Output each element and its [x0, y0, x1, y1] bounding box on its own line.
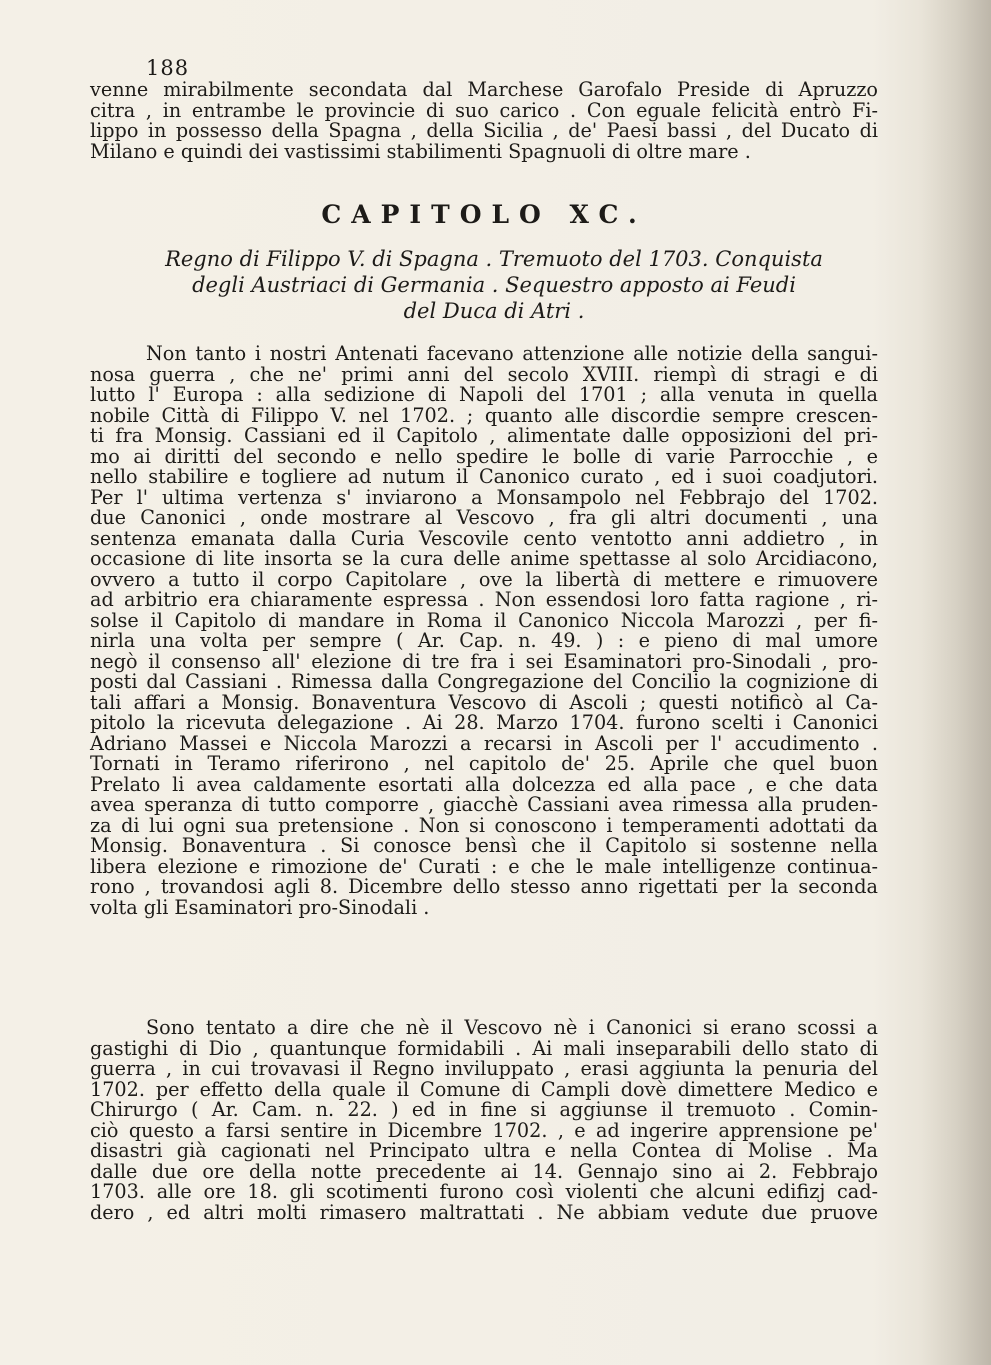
text-line: dalle due ore della notte precedente ai 14. Gennajo sino ai 2. Febbrajo	[90, 1159, 878, 1183]
text-line: Prelato li avea caldamente esortati alla dolcezza ed alla pace , e che data	[90, 772, 878, 796]
text-line: 1703. alle ore 18. gli scotimenti furono così violenti che alcuni edifizj cad-	[90, 1180, 878, 1203]
text-line: nobile Città di Filippo V. nel 1702. ; quanto alle discordie sempre crescen-	[90, 403, 878, 427]
text-line: tali affari a Monsig. Bonaventura Vescovo di Ascoli ; questi notificò al Ca-	[90, 690, 878, 714]
text-line: due Canonici , onde mostrare al Vescovo , fra gli altri documenti , una	[90, 506, 878, 529]
text-line: posti dal Cassiani . Rimessa dalla Congregazione del Concilio la cognizione di	[90, 670, 878, 693]
text-line: za di lui ogni sua pretensione . Non si conoscono i temperamenti adottati da	[90, 813, 878, 837]
text-line: 1702. per effetto della quale il Comune di Campli dovè dimettere Medico e	[90, 1077, 878, 1101]
chapter-title: CAPITOLO XC.	[321, 200, 647, 229]
text-line: lippo in possesso della Spagna , della Sicilia , de' Paesi bassi , del Ducato di	[90, 119, 878, 142]
paragraph-1	[90, 344, 878, 918]
text-line: ti fra Monsig. Cassiani ed il Capitolo , alimentate dalle opposizioni del pri-	[90, 424, 878, 447]
text-line: Sono tentato a dire che nè il Vescovo nè i Canonici si erano scossi a	[146, 1016, 878, 1039]
text-line: avea speranza di tutto comporre , giacchè Cassiani avea rimessa alla pruden-	[90, 793, 878, 816]
text-line: ciò questo a farsi sentire in Dicembre 1702. , e ad ingerire apprensione pe'	[90, 1118, 878, 1142]
text-line: ovvero a tutto il corpo Capitolare , ove la libertà di mettere e rimuovere	[90, 567, 878, 591]
subtitle-line: Regno di Filippo V. di Spagna . Tremuoto del 1703. Conquista	[165, 247, 823, 271]
text-line: sentenza emanata dalla Curia Vescovile cento ventotto anni addietro , in	[90, 526, 878, 550]
text-line: guerra , in cui trovavasi il Regno inviluppato , erasi aggiunta la penuria del	[90, 1057, 878, 1080]
text-line: Monsig. Bonaventura . Si conosce bensì che il Capitolo si sostenne nella	[90, 834, 878, 857]
text-line: Chirurgo ( Ar. Cam. n. 22. ) ed in fine si aggiunse il tremuoto . Comin-	[90, 1098, 878, 1121]
text-line: volta gli Esaminatori pro-Sinodali .	[90, 895, 430, 919]
text-line: Tornati in Teramo riferirono , nel capitolo de' 25. Aprile che quel buon	[90, 752, 878, 775]
text-line: disastri già cagionati nel Principato ultra e nella Contea di Molise . Ma	[90, 1139, 878, 1162]
text-line: negò il consenso all' elezione di tre fra i sei Esaminatori pro-Sinodali , pro-	[90, 649, 878, 673]
text-line: libera elezione e rimozione de' Curati : e che le male intelligenze continua-	[90, 854, 878, 878]
text-line: citra , in entrambe le provincie di suo carico . Con eguale felicità entrò Fi-	[90, 98, 878, 122]
text-line: Non tanto i nostri Antenati facevano attenzione alle notizie della sangui-	[146, 342, 878, 365]
page-number: 188	[146, 56, 190, 80]
text-line: nello stabilire e togliere ad nutum il Canonico curato , ed i suoi coadjutori.	[90, 465, 878, 488]
paragraph-2	[90, 1018, 878, 1223]
text-line: Milano e quindi dei vastissimi stabilimenti Spagnuoli di oltre mare .	[90, 139, 751, 163]
text-line: pitolo la ricevuta delegazione . Ai 28. Marzo 1704. furono scelti i Canonici	[90, 711, 878, 734]
text-line: venne mirabilmente secondata dal Marchese Garofalo Preside di Apruzzo	[90, 78, 878, 101]
chapter-subtitle	[114, 246, 874, 324]
book-spine-shadow	[921, 0, 991, 1365]
text-line: dero , ed altri molti rimasero maltrattati . Ne abbiam vedute due pruove	[90, 1200, 878, 1224]
text-line: nirla una volta per sempre ( Ar. Cap. n. 49. ) : e pieno di mal umore	[90, 629, 878, 652]
text-line: solse il Capitolo di mandare in Roma il Canonico Niccola Marozzi , per fi-	[90, 608, 878, 632]
intro-paragraph	[90, 80, 878, 162]
text-line: ad arbitrio era chiaramente espressa . Non essendosi loro fatta ragione , ri-	[90, 588, 878, 611]
text-line: gastighi di Dio , quantunque formidabili . Ai mali inseparabili dello stato di	[90, 1036, 878, 1060]
text-line: Adriano Massei e Niccola Marozzi a recarsi in Ascoli per l' accudimento .	[90, 731, 878, 755]
text-line: occasione di lite insorta se la cura delle anime spettasse al solo Arcidiacono,	[90, 547, 878, 570]
subtitle-line: del Duca di Atri .	[403, 299, 585, 323]
text-line: lutto l' Europa : alla sedizione di Napoli del 1701 ; alla venuta in quella	[90, 383, 878, 406]
text-line: nosa guerra , che ne' primi anni del secolo XVIII. riempì di stragi e di	[90, 362, 878, 386]
text-line: rono , trovandosi agli 8. Dicembre dello stesso anno rigettati per la seconda	[90, 875, 878, 898]
text-line: Per l' ultima vertenza s' inviarono a Monsampolo nel Febbrajo del 1702.	[90, 485, 878, 509]
text-line: mo ai diritti del secondo e nello spedire le bolle di varie Parrocchie , e	[90, 444, 878, 468]
subtitle-line: degli Austriaci di Germania . Sequestro apposto ai Feudi	[192, 273, 796, 297]
